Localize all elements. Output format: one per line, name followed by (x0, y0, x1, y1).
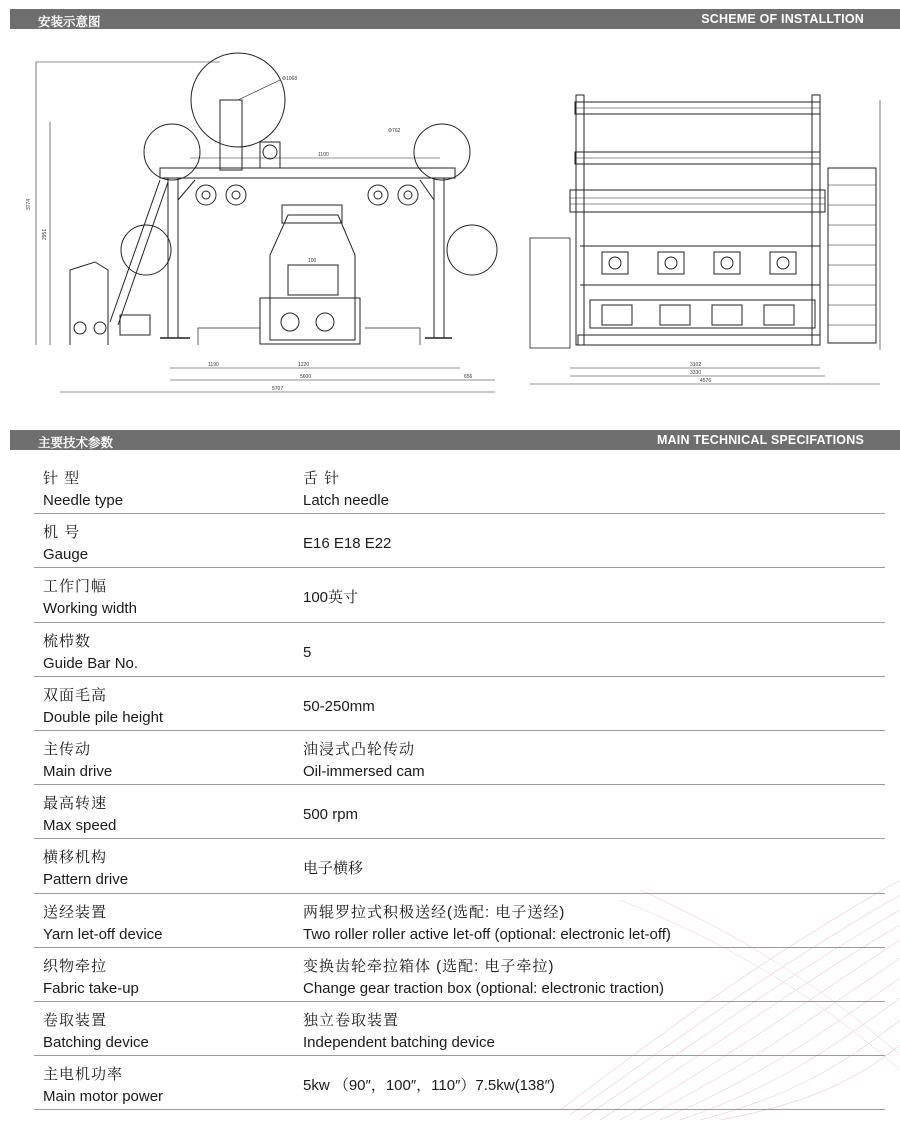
section-header-installation (10, 9, 900, 29)
spec-label-en: Gauge (43, 546, 89, 564)
spec-row-batching (34, 1002, 885, 1056)
spec-row-needle-type (34, 460, 885, 514)
spec-row-fabric-take-up (34, 948, 885, 1002)
spec-label-zh: 主电机功率 (43, 1066, 124, 1084)
spec-value: E16 E18 E22 (303, 535, 392, 553)
spec-label-en: Yarn let-off device (43, 925, 163, 943)
section-title-zh: 主要技术参数 (38, 436, 114, 450)
spec-label-zh: 卷取装置 (43, 1011, 108, 1029)
spec-row-motor-power (34, 1056, 885, 1110)
spec-row-pile-height (34, 677, 885, 731)
spec-label-zh: 梳栉数 (43, 632, 92, 650)
spec-label-en: Main motor power (43, 1088, 164, 1106)
spec-label-en: Fabric take-up (43, 979, 139, 997)
side-view (530, 95, 880, 384)
dim-center: 100 (308, 258, 317, 264)
spec-label-en: Needle type (43, 492, 124, 509)
spec-label-zh: 最高转速 (43, 795, 108, 813)
dim-w4: 656 (464, 374, 473, 380)
spec-label-en: Batching device (43, 1033, 149, 1051)
section-title-en: MAIN TECHNICAL SPECIFATIONS (656, 433, 864, 447)
dim-height-1: 3774 (26, 198, 32, 210)
spec-label-zh: 织物牵拉 (43, 957, 108, 975)
section-title-en: SCHEME OF INSTALLTION (701, 12, 864, 26)
spec-value-zh: 舌 针 (303, 470, 341, 487)
dim-side-w3: 4576 (700, 378, 712, 384)
spec-label-zh: 主传动 (43, 740, 92, 758)
spec-value: 50-250mm (303, 697, 375, 715)
spec-value-en: Latch needle (303, 492, 389, 509)
spec-value: 5kw （90″，100″，110″）7.5kw(138″) (303, 1077, 555, 1095)
section-title-zh: 安装示意图 (38, 15, 101, 29)
installation-drawing (20, 40, 890, 415)
spec-value-zh: 变换齿轮牵拉箱体 (选配: 电子牵拉) (303, 957, 555, 975)
spec-value: 电子横移 (303, 860, 364, 878)
dim-top-width: 1100 (318, 152, 329, 158)
dim-height-2: 2951 (42, 228, 48, 240)
spec-row-yarn-let-off (34, 894, 885, 948)
dim-w2: 1220 (298, 362, 310, 368)
dim-d1068: Φ1068 (282, 76, 298, 82)
spec-label-zh: 双面毛高 (43, 686, 108, 704)
spec-value-zh: 独立卷取装置 (303, 1011, 400, 1029)
spec-label-en: Double pile height (43, 708, 164, 726)
spec-label-zh: 机 号 (43, 524, 81, 542)
spec-label-zh: 工作门幅 (43, 578, 108, 596)
section-header-specifications (10, 430, 900, 450)
front-view (36, 53, 497, 392)
spec-value: 100英寸 (303, 589, 359, 607)
spec-value-en: Oil-immersed cam (303, 762, 425, 780)
spec-row-pattern-drive (34, 839, 885, 893)
side-view-dimensions (690, 362, 711, 384)
dim-w1: 1190 (208, 362, 219, 368)
spec-label-en: Pattern drive (43, 871, 129, 889)
dim-w5: 5707 (272, 386, 284, 392)
spec-value-zh: 油浸式凸轮传动 (303, 740, 416, 758)
spec-row-gauge (34, 514, 885, 568)
machine-scheme-svg (20, 40, 890, 415)
spec-label-en: Guide Bar No. (43, 654, 139, 672)
spec-value-en: Two roller roller active let-off (optional: electronic let-off) (303, 925, 671, 943)
spec-value-zh: 两辊罗拉式积极送经(选配: 电子送经) (303, 903, 566, 921)
dim-w3: 5600 (300, 374, 312, 380)
dim-d762: Φ762 (388, 128, 401, 134)
dim-side-w2: 3330 (690, 370, 702, 376)
spec-label-en: Working width (43, 600, 137, 618)
specifications-table (34, 460, 885, 1110)
spec-label-en: Max speed (43, 817, 117, 835)
dim-side-w1: 3102 (690, 362, 702, 368)
spec-label-zh: 针 型 (43, 470, 81, 487)
spec-label-zh: 横移机构 (43, 849, 108, 867)
spec-value-en: Independent batching device (303, 1033, 495, 1051)
spec-value: 500 rpm (303, 806, 359, 824)
spec-value-en: Change gear traction box (optional: electronic traction) (303, 979, 665, 997)
spec-row-max-speed (34, 785, 885, 839)
spec-row-guide-bar (34, 623, 885, 677)
spec-row-main-drive (34, 731, 885, 785)
spec-value: 5 (303, 643, 312, 661)
spec-label-zh: 送经装置 (43, 903, 108, 921)
front-view-dimensions (26, 76, 473, 392)
spec-row-working-width (34, 568, 885, 622)
spec-label-en: Main drive (43, 762, 113, 780)
